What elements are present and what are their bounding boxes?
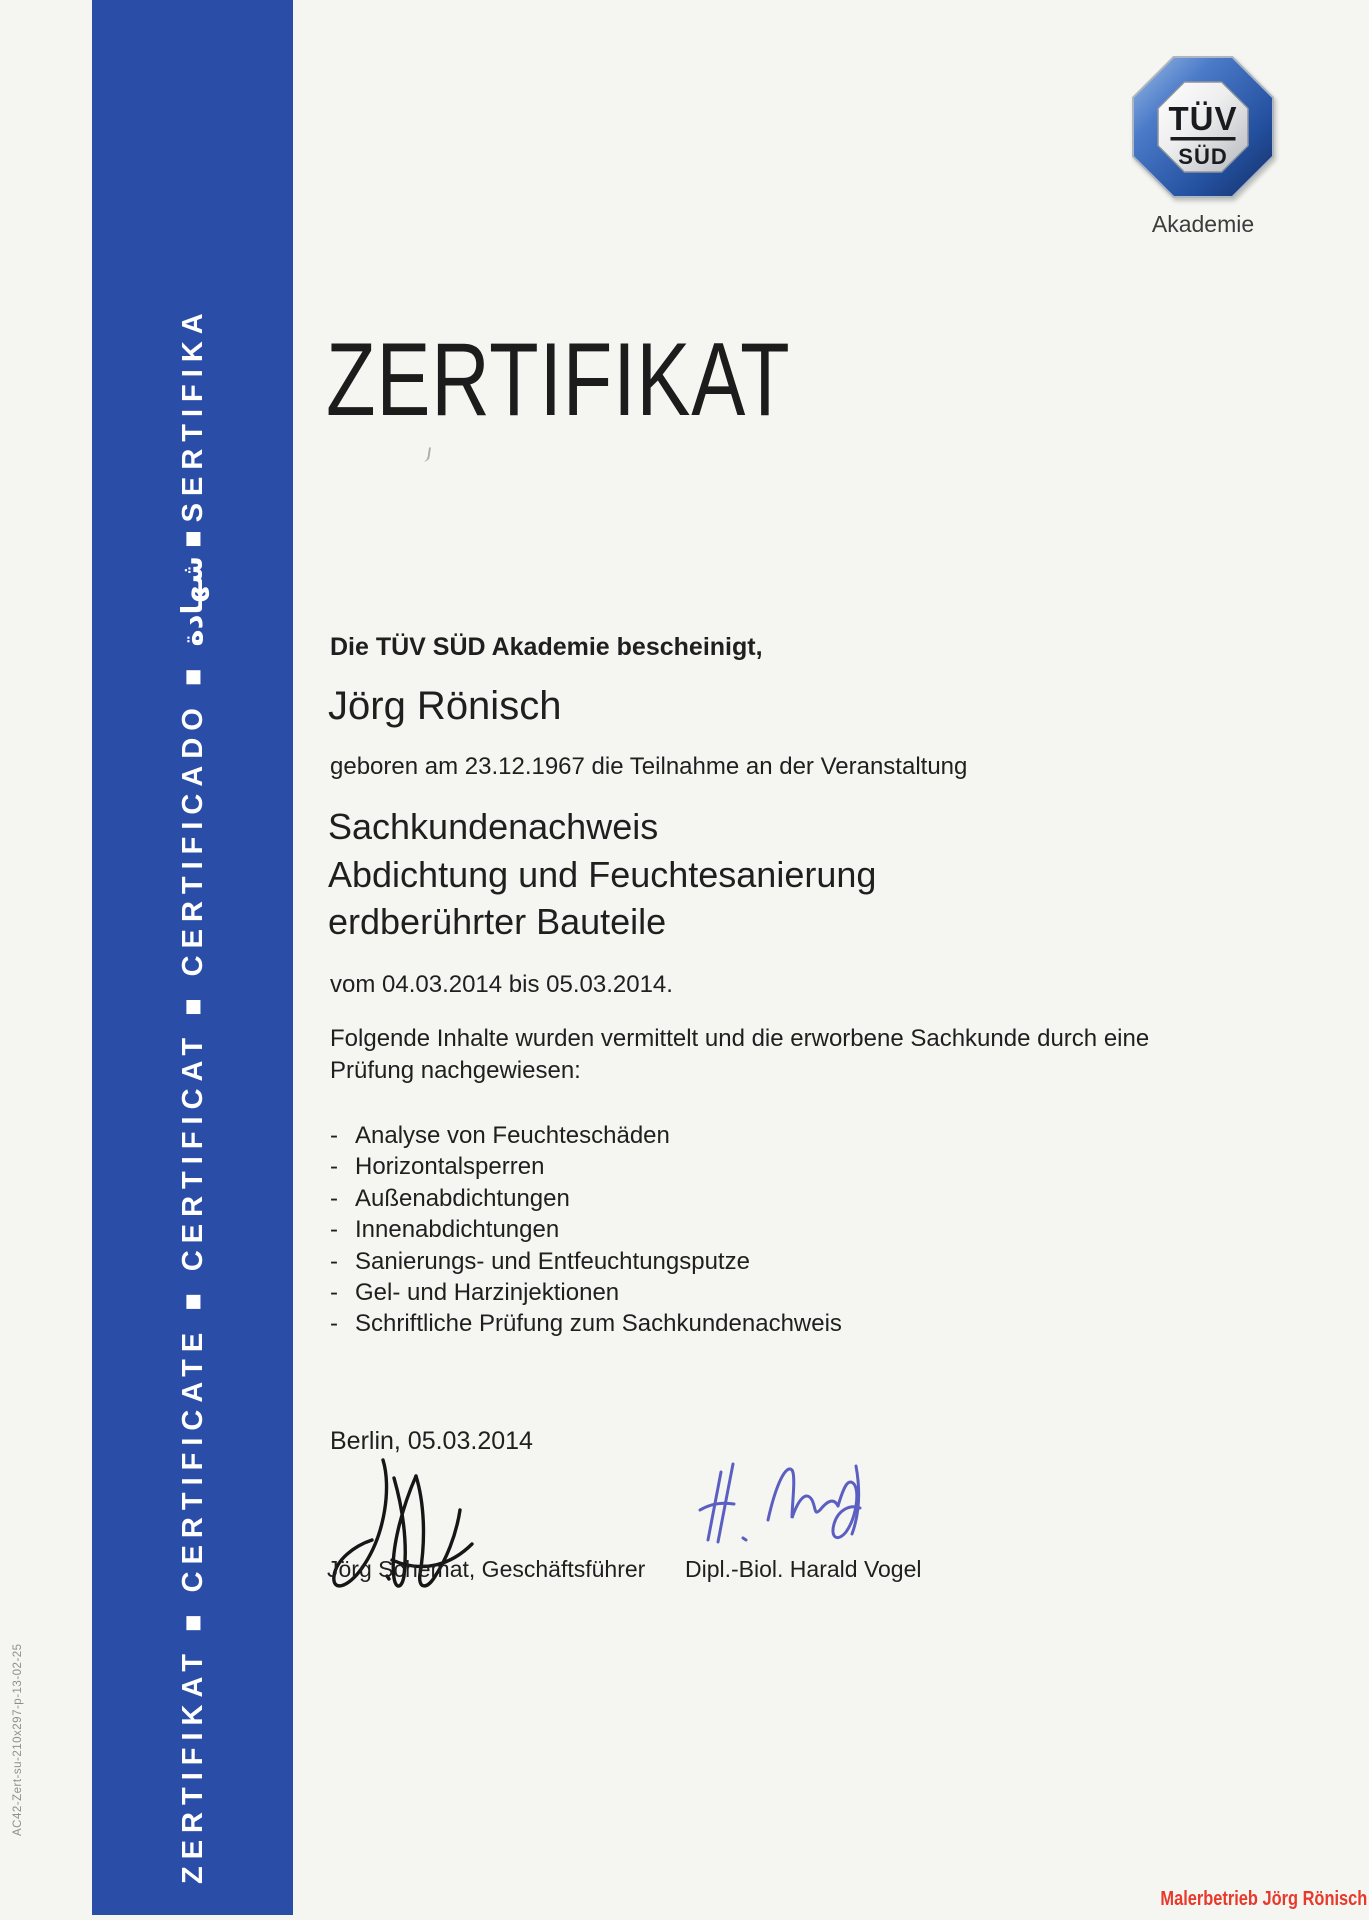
tuv-sud-octagon-icon xyxy=(1132,56,1274,198)
side-banner-text: ZERTIFIKAT ■ CERTIFICATE ■ CERTIFICAT ■ CERTIFICADO ■ شهادة ■ SERTIFIKA xyxy=(177,306,209,1884)
topic-item: - Horizontalsperren xyxy=(330,1151,842,1182)
contents-paragraph-line1: Folgende Inhalte wurden vermittelt und die erworbene Sachkunde durch eine xyxy=(330,1025,1150,1052)
signature-right-icon xyxy=(688,1450,873,1555)
course-dates: vom 04.03.2014 bis 05.03.2014. xyxy=(330,971,673,998)
birth-participation-line: geboren am 23.12.1967 die Teilnahme an der Veranstaltung xyxy=(330,753,968,780)
recipient-name: Jörg Rönisch xyxy=(328,684,562,728)
signer-left-label: Jörg Schemat, Geschäftsführer xyxy=(327,1556,646,1582)
logo-text-tuv: TÜV xyxy=(1168,100,1238,137)
topic-item: - Gel- und Harzinjektionen xyxy=(330,1277,842,1308)
logo-text-sud: SÜD xyxy=(1178,144,1228,169)
certifier-line: Die TÜV SÜD Akademie bescheinigt, xyxy=(330,633,763,661)
course-title-line2: Abdichtung und Feuchtesanierung xyxy=(328,853,877,895)
logo-divider xyxy=(1171,137,1236,141)
course-title xyxy=(328,803,876,946)
topic-item: - Außenabdichtungen xyxy=(330,1183,842,1214)
contents-paragraph xyxy=(330,1023,1149,1086)
topic-item: - Analyse von Feuchteschäden xyxy=(330,1120,842,1151)
pen-mark-artifact xyxy=(423,447,431,463)
course-title-line3: erdberührter Bauteile xyxy=(328,901,667,942)
contents-paragraph-line2: Prüfung nachgewiesen: xyxy=(330,1056,581,1084)
topics-list xyxy=(330,1120,842,1340)
certificate-title: ZERTIFIKAT xyxy=(326,322,791,438)
tuv-sud-logo xyxy=(1132,56,1274,238)
watermark-company: Malerbetrieb Jörg Rönisch xyxy=(1160,1888,1367,1910)
signer-right-label: Dipl.-Biol. Harald Vogel xyxy=(685,1556,922,1582)
place-and-date: Berlin, 05.03.2014 xyxy=(330,1427,533,1455)
topic-item: - Sanierungs- und Entfeuchtungsputze xyxy=(330,1246,842,1277)
topic-item: - Schriftliche Prüfung zum Sachkundenachweis xyxy=(330,1308,842,1339)
edge-print-code: AC42-Zert-su-210x297-p-13-02-25 xyxy=(12,1643,24,1836)
logo-caption: Akademie xyxy=(1151,211,1255,237)
topic-item: - Innenabdichtungen xyxy=(330,1214,842,1245)
course-title-line1: Sachkundenachweis xyxy=(328,806,659,847)
